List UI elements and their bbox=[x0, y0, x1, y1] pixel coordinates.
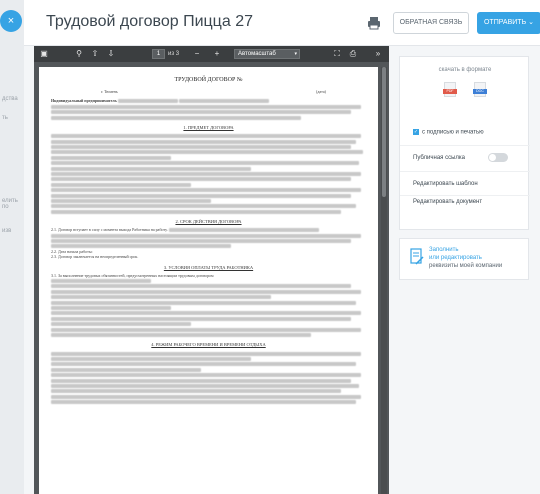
divider bbox=[400, 145, 530, 146]
contract-intro bbox=[51, 98, 366, 120]
zoom-out-icon[interactable]: − bbox=[194, 49, 200, 58]
pdf-viewer bbox=[34, 46, 389, 494]
zoom-value: Автомасштаб bbox=[238, 51, 276, 57]
pdf-download-icon[interactable] bbox=[444, 82, 456, 97]
print-button[interactable] bbox=[364, 13, 384, 33]
paragraph-block bbox=[51, 350, 366, 404]
card-caption: реквизиты моей компании bbox=[429, 263, 503, 269]
zoom-in-icon[interactable]: + bbox=[214, 49, 220, 58]
fullscreen-icon[interactable]: ⛶ bbox=[334, 49, 340, 58]
search-icon[interactable]: ⚲ bbox=[76, 49, 82, 58]
edit-document-icon bbox=[410, 248, 424, 266]
section-heading: 3. УСЛОВИЯ ОПЛАТЫ ТРУДА РАБОТНИКА bbox=[163, 264, 254, 270]
edit-document-link[interactable]: Редактировать документ bbox=[413, 199, 483, 205]
background-text: ть bbox=[2, 115, 8, 121]
pdf-tag: PDF bbox=[443, 89, 457, 94]
arrow-down-icon[interactable]: ⇩ bbox=[107, 49, 115, 58]
modal-header bbox=[24, 0, 540, 46]
card-edit-link[interactable]: или редактировать bbox=[429, 255, 482, 261]
send-button[interactable]: ОТПРАВИТЬ ⌄ bbox=[477, 12, 540, 34]
section-heading: 1. ПРЕДМЕТ ДОГОВОРА bbox=[183, 125, 234, 131]
doc-tag: DOC bbox=[473, 89, 487, 94]
scrollbar-thumb[interactable] bbox=[382, 67, 386, 197]
sidebar-toggle-icon[interactable]: ▣ bbox=[40, 49, 48, 58]
company-details-card[interactable] bbox=[399, 238, 529, 280]
paragraph-text: 2.3. Договор заключается на неопределенный срок. bbox=[51, 254, 139, 260]
background-page bbox=[0, 0, 24, 494]
paragraph-text: 2.2. Дата начала работы: bbox=[51, 248, 93, 254]
paragraph-block bbox=[51, 133, 366, 214]
options-panel bbox=[399, 56, 529, 230]
contract-date: (дата) bbox=[316, 89, 326, 94]
signature-checkbox-row[interactable] bbox=[413, 129, 484, 136]
checkbox-checked-icon[interactable]: ✓ bbox=[413, 129, 419, 135]
paragraph-block bbox=[51, 227, 366, 259]
document-page bbox=[39, 67, 378, 494]
toggle-knob bbox=[489, 154, 496, 161]
download-box bbox=[414, 60, 516, 114]
chevron-down-icon: ▾ bbox=[294, 51, 297, 57]
printer-icon bbox=[364, 13, 384, 33]
page-number-input[interactable]: 1 bbox=[152, 49, 165, 59]
arrow-up-icon[interactable]: ⇧ bbox=[91, 49, 99, 58]
card-fill-link[interactable]: Заполнить bbox=[429, 247, 459, 253]
print-icon[interactable]: ⎙ bbox=[349, 49, 357, 58]
viewer-scrollbar[interactable] bbox=[381, 67, 387, 494]
page-count: из 3 bbox=[168, 51, 180, 57]
edit-template-link[interactable]: Редактировать шаблон bbox=[413, 181, 478, 187]
download-label: скачать в формате bbox=[438, 67, 492, 73]
paragraph-text: 2.1. Договор вступает в силу с момента выхода Работника на работу. bbox=[51, 227, 168, 233]
pdf-toolbar bbox=[34, 46, 389, 62]
doc-download-icon[interactable] bbox=[474, 82, 486, 97]
zoom-select[interactable] bbox=[234, 49, 300, 59]
public-link-label: Публичная ссылка bbox=[413, 155, 465, 161]
close-button[interactable] bbox=[0, 10, 22, 32]
document-modal bbox=[24, 0, 540, 494]
divider bbox=[400, 195, 530, 196]
paragraph-block bbox=[51, 273, 366, 338]
contract-city: г. Тюмень bbox=[101, 89, 118, 94]
section-heading: 4. РЕЖИМ РАБОЧЕГО ВРЕМЕНИ И ВРЕМЕНИ ОТДЫХА bbox=[151, 342, 266, 348]
divider bbox=[400, 171, 530, 172]
public-link-toggle[interactable] bbox=[488, 153, 508, 162]
intro-text: Индивидуальный предприниматель bbox=[51, 98, 117, 104]
background-text: дства bbox=[2, 96, 18, 102]
background-text: елить по bbox=[2, 198, 18, 210]
more-tools-icon[interactable]: » bbox=[375, 49, 381, 58]
feedback-button[interactable]: ОБРАТНАЯ СВЯЗЬ bbox=[393, 12, 469, 34]
close-icon: × bbox=[7, 15, 15, 27]
background-text: изв bbox=[2, 228, 12, 234]
contract-title: ТРУДОВОЙ ДОГОВОР № bbox=[174, 77, 243, 83]
document-title: Трудовой договор Пицца 27 bbox=[46, 13, 253, 30]
paragraph-text: 3.1. За выполнение трудовых обязанностей, предусмотренных настоящим трудовым договором bbox=[51, 272, 214, 278]
section-heading: 2. СРОК ДЕЙСТВИЯ ДОГОВОРА bbox=[175, 219, 242, 225]
signature-checkbox-label: с подписью и печатью bbox=[422, 129, 484, 136]
